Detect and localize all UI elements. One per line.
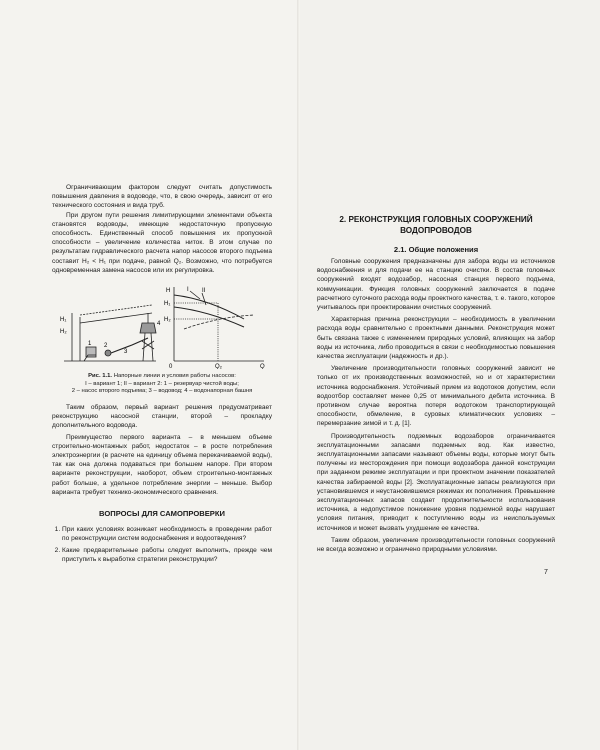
paragraph: Головные сооружения предназначены для забора воды из источников водоснабжения и для подачи ее на станцию очистки. В состав головных сооружений входят водозабор, насосная станция первого подъема, коммуникации. Функция головных сооружений заключается в подаче расчетного суточного расхода воды проектного качества, т. е. такого, которое учитывалось при проектировании очистных сооружений.	[317, 258, 555, 312]
pump-curve-graph	[174, 287, 264, 361]
pump	[105, 350, 111, 356]
chapter-title: 2. РЕКОНСТРУКЦИЯ ГОЛОВНЫХ СООРУЖЕНИЙ ВОДОПРОВОДОВ	[339, 215, 533, 235]
graph-label-q2: Q₂	[215, 364, 222, 369]
paragraph: Характерная причина реконструкции – необходимость в увеличении расхода воды сравнительно с проектными данными. Реконструкция может быть связана также с изменением природных условий, влияющих на забор воды из источника, либо проводиться в связи с необходимостью повышения качества эксплуатации (надежность и др.).	[317, 316, 555, 361]
caption-title: Рис. 1.1.	[88, 373, 113, 379]
caption-text: Напорные линии и условия работы насосов:	[113, 373, 236, 379]
questions-section	[52, 509, 272, 566]
paragraph: Увеличение производительности головных сооружений зависит не только от их производственных возможностей, но и от характеристики источника водоснабжения. Устойчивый прием из водотоков допустим, если водоотбор составляет менее 0,25 от минимального дебита источника. В противном случае вероятна потеря водотоком транспортирующей способности, обмеление, в суровых климатических условиях – перемерзание зимой и т. д. [1].	[317, 365, 555, 428]
label-1: 1	[88, 341, 92, 347]
figure-caption	[52, 373, 272, 396]
label-4: 4	[157, 321, 161, 327]
left-body	[52, 403, 272, 497]
graph-label-h1: H₁	[164, 301, 171, 307]
graph-label-h2: H₂	[164, 317, 171, 323]
label-h1: H₁	[60, 317, 67, 323]
page-number: 7	[544, 569, 548, 576]
paragraph: Таким образом, первый вариант решения предусматривает реконструкцию насосной станции, второй – прокладку дополнительного водовода.	[52, 404, 272, 430]
left-intro	[52, 183, 272, 275]
questions-list	[52, 525, 272, 564]
label-h2: H₂	[60, 329, 67, 335]
right-page	[300, 0, 600, 750]
label-2: 2	[104, 343, 108, 349]
water-tower	[140, 323, 156, 333]
figure-1-1	[58, 283, 270, 369]
chapter-heading-block	[317, 214, 555, 254]
section-title: 2.1. Общие положения	[393, 245, 479, 254]
curve-label-ii: II	[202, 288, 206, 294]
paragraph: Таким образом, увеличение производительности головных сооружений не всегда возможно и ограничено природными условиями.	[317, 536, 555, 554]
paragraph: Ограничивающим фактором следует считать допустимость повышения давления в водоводе, что, в свою очередь, зависит от его технического состояния и вида труб.	[52, 184, 272, 210]
label-3: 3	[124, 349, 128, 355]
caption-line	[52, 373, 272, 381]
paragraph: При другом пути решения лимитирующими элементами объекта становятся водоводы, имеющие недостаточную пропускную способность. Единственный способ повышения их пропускной способности – увеличение количества ниток. В этом случае по результатам гидравлического расчета напор насосов второго подъема составит H₂ < H₁ при подаче, равной Q₂. Возможно, что потребуется одновременная замена насосов или их регулировка.	[52, 211, 272, 274]
right-body	[317, 257, 555, 554]
questions-heading: ВОПРОСЫ ДЛЯ САМОПРОВЕРКИ	[99, 509, 225, 518]
origin-label: 0	[169, 364, 173, 369]
paragraph: Производительность подземных водозаборов ограничивается эксплуатационными запасами подземных вод. Как известно, эксплуатационными запасами называют объемы воды, которые могут быть получены из месторождения при помощи водозабора данной конструкции при заданном режиме эксплуатации и при проектном значении показателей качества забираемой воды [2]. Эксплуатационные запасы реализуются при установившемся и неустановившемся режимах их пополнения. Превышение эксплуатационных запасов создает продолжительности использования источника, а недопустимое понижение уровня подземной воды нарушает условия питания, приводит к поступлению воды из неиспользуемых источников и может вызвать ухудшение ее качества.	[317, 432, 555, 532]
caption-line: 2 – насос второго подъема; 3 – водовод; 4 – водонапорная башня	[71, 388, 253, 395]
axis-label-q: Q	[260, 364, 265, 369]
pump-scheme-drawing	[64, 305, 156, 361]
caption-line: I – вариант 1; II – вариант 2: 1 – резервуар чистой воды;	[85, 380, 239, 387]
axis-label-h: H	[166, 288, 171, 294]
curve-label-i: I	[187, 287, 189, 293]
question-item: 1. При каких условиях возникает необходимость в проведении работ по реконструкции систем водоснабжения и водоотведения?	[62, 525, 272, 543]
question-item: 2. Какие предварительные работы следует выполнить, прежде чем приступить к выработке стратегии реконструкции?	[62, 546, 272, 564]
paragraph: Преимущество первого варианта – в меньшем объеме строительно-монтажных работ, недостаток – в росте потребления электроэнергии (в расчете на единицу объема перекачиваемой воды), так как она должна подаваться при большем напоре. При втором варианте реконструкции, наоборот, объем строительно-монтажных работ больше, а удельное потребление энергии – меньше. Выбор варианта требует технико-экономического сравнения.	[52, 433, 272, 496]
